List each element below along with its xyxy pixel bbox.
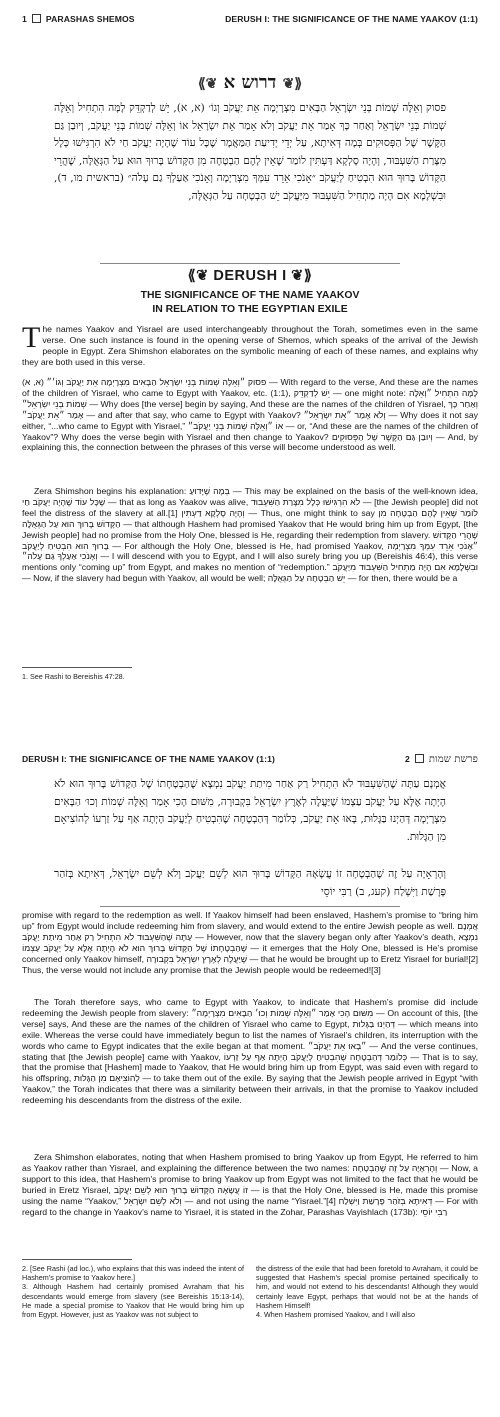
derush-title: ⟪❦ DERUSH I ❦⟫ — [187, 268, 313, 284]
footnotes-left-column — [22, 1264, 244, 1319]
hebrew-source-text: פסוק וְאֵלֶּה שְׁמוֹת בְּנֵי יִשְׂרָאֵל הַבָּאִים מִצְרָיְמָה אֵת יַעֲקֹב וְגוֹ׳ (א, א), יֵשׁ לְדַקְדֵּק לָמָּה הִתְחִיל וְאֵלֶּה שְׁמוֹת בְּנֵי יִשְׂרָאֵל וְאַחַר כָּךְ אָמַר אֵת יַעֲקֹב וְלֹא אָמַר אֵת יִשְׂרָאֵל אוֹ וְאֵלֶּה שְׁמוֹת בְּנֵי יַעֲקֹב, וְיוּבַן גַּם הַקֶּשֶׁר שֶׁל הַפְּסוּקִים בְּמָה דְּאִיתָא, עַל יְדֵי יְדִיעַת הַמַּאֲמָר שֶׁכָּל עוֹד שֶׁהָיָה יַעֲקֹב חַי לֹא הִרְגִּישׁוּ כְּלָל מִצָּרַת הַשִּׁעְבּוּד, וְהָיָה סָלְקָא דַּעְתִּין לוֹמַר שֶׁאֵין לָהֶם הַבְטָחָה מִן הַקָּדוֹשׁ בָּרוּךְ הוּא עַל הַגְּאֻלָּה, שֶׁהֲרֵי הַקָּדוֹשׁ בָּרוּךְ הוּא הִבְטִיחַ לְיַעֲקֹב ״אָנֹכִי אֵרֵד עִמְּךָ מִצְרַיְמָה וְאָנֹכִי אַעַלְךָ גַם עָלֹה״ (בראשית מו, ד), וּבִשְׁלָמָא אִם הָיָה מַתְחִיל הַשִּׁעְבּוּד מִיַּעֲקֹב יֵשׁ הַבְטָחָה עַל הַגְּאֻלָּה, — [53, 102, 446, 202]
running-header — [22, 14, 478, 30]
footnotes-right-column — [256, 1264, 478, 1319]
footnote-3: 3. Although Hashem had certainly promised Avraham that his descendants would emerge from slavery (see Bereishis 15:13-14), He made a special promise to Yaakov that He would bring him up from Egypt. However, just as Yaakov was not subject to — [22, 1282, 244, 1320]
header-section-title: DERUSH I: THE SIGNIFICANCE OF THE NAME YAAKOV (1:1) — [22, 754, 275, 764]
page-number: 2 — [405, 754, 410, 764]
left-ornament-icon: ⟪❦ — [197, 76, 218, 92]
footnote-3-continued: the distress of the exile that had been foretold to Avraham, it could be suggested that Hashem’s special promise pertained specifically to him, and would not extend to his descendants! Although they would certainly leave Egypt, perhaps that would not be at the hands of Hashem Himself! — [256, 1264, 478, 1310]
commentary-paragraph-5: Zera Shimshon elaborates, noting that when Hashem promised to bring Yaakov up from Egypt, He referred to him as Yaakov rather than Yisrael, and explaining the difference between the two names: וְהָרְאָיָה עַל זֶה שֶׁהַבְטָחָה — Now, a support to this idea, that Hashem’s promise to bring Yaakov up from Egypt was not limited to the fact that he would be buried in Eretz Yisrael, זוֹ עֲשָׂאָהּ הַקָּדוֹשׁ בָּרוּךְ הוּא לְשֵׁם יַעֲקֹב — is that the Holy One, blessed is He, made this promise using the name “Yaakov,” וְלֹא לְשֵׁם יִשְׂרָאֵל — and not using the name “Yisrael.”[4] דְּאִיתָא בְּזֹהַר פָּרָשַׁת וַיִּשְׁלַח — For with regard to the change in Yaakov’s name to Yisrael, it is stated in the Zohar, Parashas Vayishlach (173b): רַבִּי יוֹסֵי — [22, 1152, 479, 1217]
running-header — [22, 754, 478, 770]
derush-hebrew-title: דרוש א — [223, 72, 277, 93]
header-book-title: PARASHAS SHEMOS — [45, 14, 135, 24]
header-square-icon — [32, 14, 41, 23]
hebrew-source-text: אֲמְנָם עַתָּה שֶׁהַשִּׁעְבּוּד לֹא הִתְחִיל רַק אַחַר מִיתַת יַעֲקֹב נִמְצָא שֶׁהַבְטָחָתוֹ שֶׁל הַקָּדוֹשׁ בָּרוּךְ הוּא לֹא הָיְתָה אֶלָּא עַל יַעֲקֹב עַצְמוֹ שֶׁיַּעֲלֶה לְאֶרֶץ יִשְׂרָאֵל בִּקְבוּרָה, מִשּׁוּם הָכִי אָמַר וְאֵלֶּה שְׁמוֹת וְכוּ׳ הַבָּאִים מִצְרָיְמָה דְּהַיְנוּ בַּגָּלוּת, בָּאוּ אֵת יַעֲקֹב, כְּלוֹמַר דְּהַבְטָחָה שֶׁהִבְטִיחַ לְיַעֲקֹב הָיְתָה אַף עַל זַרְעוֹ לְהוֹצִיאָם מִן הַגָּלוּת. — [54, 778, 446, 843]
drop-cap: T — [22, 321, 41, 354]
commentary-paragraph-3: promise with regard to the redemption as well. If Yaakov himself had been enslaved, Hashem’s promise to “bring him up” from Egypt would include redeeming him from slavery, and would extend to the entire Jewish people as well. אֲמְנָם עַתָּה שֶׁהַשִּׁעְבּוּד לֹא הִתְחִיל רַק אַחַר מִיתַת יַעֲקֹב — However, now that the slavery began only after Yaakov’s death, נִמְצָא שֶׁהַבְטָחָתוֹ שֶׁל הַקָּדוֹשׁ בָּרוּךְ הוּא לֹא הָיְתָה אֶלָּא עַל יַעֲקֹב עַצְמוֹ — it emerges that the Holy One, blessed is He’s promise concerned only Yaakov himself, שֶׁיַּעֲלֶה לְאֶרֶץ יִשְׂרָאֵל בִּקְבוּרָה — that he would be brought up to Eretz Yisrael for burial![2] Thus, the verse would not include any promise that the Jewish people would be redeemed![3] — [22, 910, 479, 975]
section-divider — [100, 263, 400, 264]
page-number: 1 — [22, 14, 27, 24]
hebrew-source-text-2: וְהָרְאָיָה עַל זֶה שֶׁהַבְטָחָה זוֹ עֲשָׂאָהּ הַקָּדוֹשׁ בָּרוּךְ הוּא לְשֵׁם יַעֲקֹב וְלֹא לְשֵׁם יִשְׂרָאֵל, דְּאִיתָא בְּזֹהַר פָּרָשַׁת וַיִּשְׁלַח (קעג, ב) רַבִּי יוֹסֵי — [54, 868, 446, 898]
derush-subtitle: THE SIGNIFICANCE OF THE NAME YAAKOV IN RELATION TO THE EGYPTIAN EXILE — [140, 290, 360, 315]
derush-ornament-title — [160, 72, 340, 94]
page-2 — [0, 740, 500, 1417]
commentary-paragraph-2: Zera Shimshon begins his explanation: בְּמָה שֶׁיָּדוּעַ — This may be explained on the basis of the well-known idea, שֶׁכָּל עוֹד שֶׁהָיָה יַעֲקֹב חַי — that as long as Yaakov was alive, לֹא הִרְגִּישׁוּ כְּלָל מִצָּרַת הַשִּׁעְבּוּד — [the Jewish people] did not feel the distress of the slavery at all.[1] וְהָיָה סָלְקָא דַּעְתִּין — Thus, one might think to say לוֹמַר שֶׁאֵין לָהֶם הַבְטָחָה מִן הַקָּדוֹשׁ בָּרוּךְ הוּא עַל הַגְּאֻלָּה — that although Hashem had promised Yaakov that He would bring him up from Egypt, [the Jewish people] had no promise from the Holy One, blessed is He, regarding their redemption from slavery. שֶׁהֲרֵי הַקָּדוֹשׁ בָּרוּךְ הוּא הִבְטִיחַ לְיַעֲקֹב — For although the Holy One, blessed is He, had promised Yaakov, ״אָנֹכִי אֵרֵד עִמְּךָ מִצְרַיְמָה וְאָנֹכִי אַעַלְךָ גַם עָלֹה״ — I will descend with you to Egypt, and I will also surely bring you up (Bereishis 46:4), this verse mentions only “coming up” from Egypt, and makes no mention of “redemption.” וּבִשְׁלָמָא אִם הָיָה מַתְחִיל הַשִּׁעְבּוּד מִיַּעֲקֹב — Now, if the slavery had begun with Yaakov, all would be well; יֵשׁ הַבְטָחָה עַל הַגְּאֻלָּה — for then, there would be a — [22, 486, 479, 584]
footnote-2: 2. [See Rashi (ad loc.), who explains that this was indeed the intent of Hashem’s promise to Yaakov here.] — [22, 1264, 244, 1283]
right-ornament-icon: ❦⟫ — [282, 76, 303, 92]
header-square-icon — [415, 754, 424, 763]
right-ornament-icon: ❦⟫ — [286, 268, 313, 284]
commentary-paragraph-1: פסוק ״וְאֵלֶּה שְׁמוֹת בְּנֵי יִשְׂרָאֵל הַבָּאִים מִצְרָיְמָה אֵת יַעֲקֹב וְגוֹ׳״ (א, א) — With regard to the verse, And these are the names of the children of Yisrael, who came to Egypt with Yaakov, etc. (1:1), יֵשׁ לְדַקְדֵּק — one might note: לָמָּה הִתְחִיל ״וְאֵלֶּה שְׁמוֹת בְּנֵי יִשְׂרָאֵל״ — Why does [the verse] begin by saying, And these are the names of the children of Yisrael, וְאַחַר כָּךְ אָמַר ״אֵת יַעֲקֹב״ — and after that say, who came to Egypt with Yaakov? וְלֹא אָמַר ״אֵת יִשְׂרָאֵל״ — Why does it not say either, “...who came to Egypt with Yisrael,” אוֹ ״וְאֵלֶּה שְׁמוֹת בְּנֵי יַעֲקֹב״ — or, “And these are the names of the children of Yaakov”? Why does the verse begin with Yisrael and then change to Yaakov? וְיוּבַן גַּם הַקֶּשֶׁר שֶׁל הַפְּסוּקִים — And, by explaining this, the connection between the phrases of this verse will become understood as well. — [22, 377, 479, 453]
footnote-rule — [22, 667, 132, 668]
footnote-rule — [22, 1259, 132, 1260]
header-book-title: פרשת שמות — [428, 754, 478, 765]
header-section-title: DERUSH I: THE SIGNIFICANCE OF THE NAME YAAKOV (1:1) — [225, 14, 478, 24]
section-divider — [100, 906, 400, 907]
intro-paragraph: The names Yaakov and Yisrael are used interchangeably throughout the Torah, sometimes even in the same verse. One such instance is found in the opening verse of Shemos, which speaks of the arrival of the Jewish people in Egypt. Zera Shimshon elaborates on the symbolic meaning of each of these names, and explains why they are both used in this verse. — [22, 321, 478, 367]
commentary-paragraph-4: The Torah therefore says, who came to Egypt with Yaakov, to indicate that Hashem’s promise did include redeeming the Jewish people from slavery: מִשּׁוּם הָכִי אָמַר ״וְאֵלֶּה שְׁמוֹת וְכוּ׳ הַבָּאִים מִצְרָיְמָה״ — On account of this, [the verse] says, And these are the names of the children of Yisrael who came to Egypt, דְּהַיְנוּ בַּגָּלוּת — which means into exile. Whereas the verse could have immediately begun to list the names of Yisrael’s children, its interruption with the words who came to Egypt indicates that the exile began at that moment. ״בָּאוּ אֵת יַעֲקֹב״ — And the verse continues, stating that [the Jewish people] came with Yaakov, כְּלוֹמַר דְּהַבְטָחָה שֶׁהִבְטִיחַ לְיַעֲקֹב הָיְתָה אַף עַל זַרְעוֹ — That is to say, that the promise that [Hashem] made to Yaakov, that He would bring him up from Egypt, was said even with regard to his offspring, לְהוֹצִיאָם מִן הַגָּלוּת — to take them out of the exile. By saying that the Jewish people arrived in Egypt “with Yaakov,” the Torah indicates that there was a similarity between their arrivals, in that the promise to Yaakov included redeeming his descendants from the distress of the exile. — [22, 997, 479, 1106]
left-ornament-icon: ⟪❦ — [187, 268, 214, 284]
footnote-4: 4. When Hashem promised Yaakov, and I will also — [256, 1310, 415, 1320]
footnote-1: 1. See Rashi to Bereishis 47:28. — [22, 672, 125, 681]
